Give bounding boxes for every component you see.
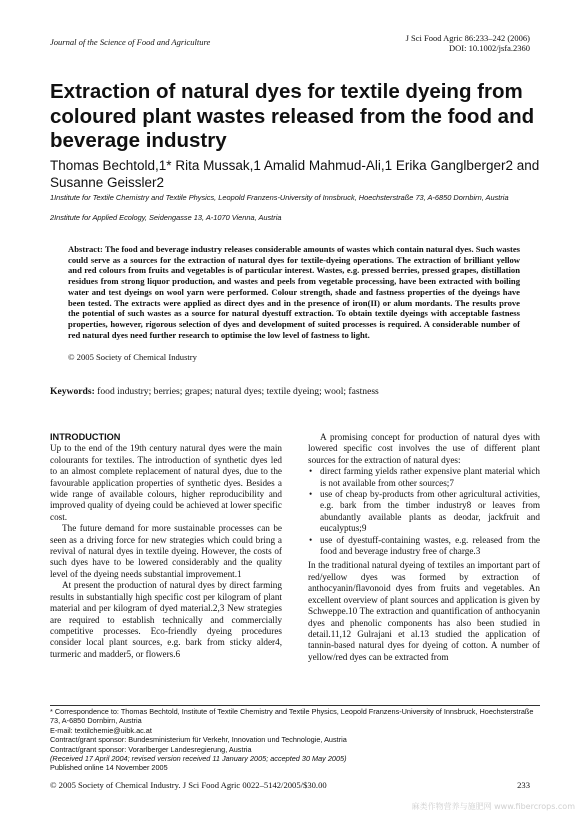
footnote-received: (Received 17 April 2004; revised version received 11 January 2005; accepted 30 May 2005): [50, 754, 347, 764]
intro-paragraph-3: At present the production of natural dyes by direct farming results in substantially high specific cost per kilogram of plant material and per kilogram of dyed material.2,3 New strategies are required to establish technically and commercially competitive processes. Eco-friendly dyeing procedures consider local plant sources, e.g. bark from sticky alder4, turmeric and madder5, or flowers.6: [50, 580, 282, 659]
footnote-correspondence: * Correspondence to: Thomas Bechtold, Institute of Textile Chemistry and Textile Physics, Leopold Franzens-University of Innsbruck, Hoechsterstraße 73, A-6850 Dornbirn, Austria: [50, 707, 534, 726]
section-heading: INTRODUCTION: [50, 432, 121, 442]
affiliation-1: 1Institute for Textile Chemistry and Textile Physics, Leopold Franzens-University of Innsbruck, Hoechsterstraße 73, A-6850 Dornbirn, Austria: [50, 193, 509, 202]
bullet-icon: •: [309, 534, 313, 545]
abstract-text: The food and beverage industry releases considerable amounts of wastes which contain natural dyes. Such wastes could serve as a sources for the extraction of natural dyes for textile-dyeing operations. The extraction of brilliant yellow and red colours from fruits and vegetables is of particular interest. Wastes, e.g. pressed berries, pressed grapes, distillation residues from strong liquor production, and wastes and peels from vegetable processing, have been extracted with boiling water and test dyeings on wool yarn were performed. Colour strength, shade and fastness properties of the dyeings have been tested. The extracts were applied as direct dyes and in the presence of iron(II) or alum mordants. The results prove the potential of such wastes as a source for natural dyestuff extraction. To obtain textile dyeings with acceptable fastness properties, however, rigorous selection of dyes and development of suited processes is required. A considerable number of red natural dyes need further research to optimise the low level of fastness to light.: [68, 244, 521, 340]
keywords-text: food industry; berries; grapes; natural dyes; textile dyeing; wool; fastness: [97, 386, 379, 397]
footnote-published: Published online 14 November 2005: [50, 763, 168, 773]
abstract-copyright: © 2005 Society of Chemical Industry: [68, 352, 197, 362]
footer-copyright: © 2005 Society of Chemical Industry. J Sci Food Agric 0022–5142/2005/$30.00: [50, 780, 327, 790]
footnote-email: E-mail: textilchemie@uibk.ac.at: [50, 725, 152, 735]
affiliation-2: 2Institute for Applied Ecology, Seidengasse 13, A-1070 Vienna, Austria: [50, 213, 282, 222]
bullet-list: [308, 466, 540, 557]
keywords-label: Keywords:: [50, 386, 95, 397]
list-item: • direct farming yields rather expensive plant material which is not available from other sources;7: [309, 466, 540, 488]
intro-paragraph-1: Up to the end of the 19th century natural dyes were the main colourants for textiles. The introduction of synthetic dyes led to an almost complete replacement of natural dyes, due to the favourable application properties of synthetic dyes. Besides a wide range of available colours, higher reproducibility and improved quality of dyeing could be achieved at lower specific cost.: [50, 443, 282, 522]
right-paragraph-2: In the traditional natural dyeing of textiles an important part of red/yellow dyes was formed by extraction of anthocyanin/flavonoid dyes from fruits and vegetables. An excellent overview of plant sources and application is given by Schweppe.10 The extraction and quantification of anthocyanin dyes and phenolic components has also been studied in detail.11,12 Gulrajani et al.13 studied the application of tannin-based natural dyes for dyeing of cotton. A number of yellow/red dyes can be extracted from: [308, 560, 540, 662]
list-item: • use of dyestuff-containing wastes, e.g. released from the food and beverage industry free of charge.3: [309, 534, 540, 557]
right-column: [308, 432, 540, 663]
journal-name: Journal of the Science of Food and Agriculture: [50, 37, 211, 47]
paper-title: Extraction of natural dyes for textile dyeing from coloured plant wastes released from the food and beverage industry: [50, 80, 535, 152]
authors: Thomas Bechtold,1* Rita Mussak,1 Amalid Mahmud-Ali,1 Erika Ganglberger2 and Susanne Geissler2: [50, 158, 540, 190]
citation: J Sci Food Agric 86:233–242 (2006): [405, 33, 530, 43]
doi: DOI: 10.1002/jsfa.2360: [449, 43, 530, 53]
citation-block: [406, 33, 530, 53]
page-number: 233: [517, 780, 530, 790]
watermark: 麻类作物营养与施肥网 www.fibercrops.com: [411, 802, 575, 811]
abstract-label: Abstract:: [68, 244, 103, 254]
abstract: [68, 244, 520, 340]
intro-paragraph-2: The future demand for more sustainable processes can be seen as a driving force for new strategies which could bring a revival of natural dyes in textile dyeing. However, the costs of such dyes have to be lowered considerably and the quality level of the dyeing needs substantial improvement.1: [50, 523, 282, 579]
footnote-divider: [50, 705, 540, 706]
bullet-icon: •: [309, 489, 313, 500]
left-column: [50, 432, 282, 660]
keywords: [50, 386, 540, 397]
footnotes: [50, 707, 540, 773]
footnote-sponsor-1: Contract/grant sponsor: Bundesministerium für Verkehr, Innovation und Technologie, Austria: [50, 735, 347, 745]
bullet-icon: •: [309, 466, 313, 477]
list-item: • use of cheap by-products from other agricultural activities, e.g. bark from the timber industry8 or leaves from abundantly available plants as deodar, jackfruit and eucalyptus;9: [309, 489, 540, 534]
right-paragraph-1: A promising concept for production of natural dyes with lowered specific cost involves the use of different plant sources for the extraction of natural dyes:: [308, 432, 540, 465]
footnote-sponsor-2: Contract/grant sponsor: Vorarlberger Landesregierung, Austria: [50, 744, 252, 754]
